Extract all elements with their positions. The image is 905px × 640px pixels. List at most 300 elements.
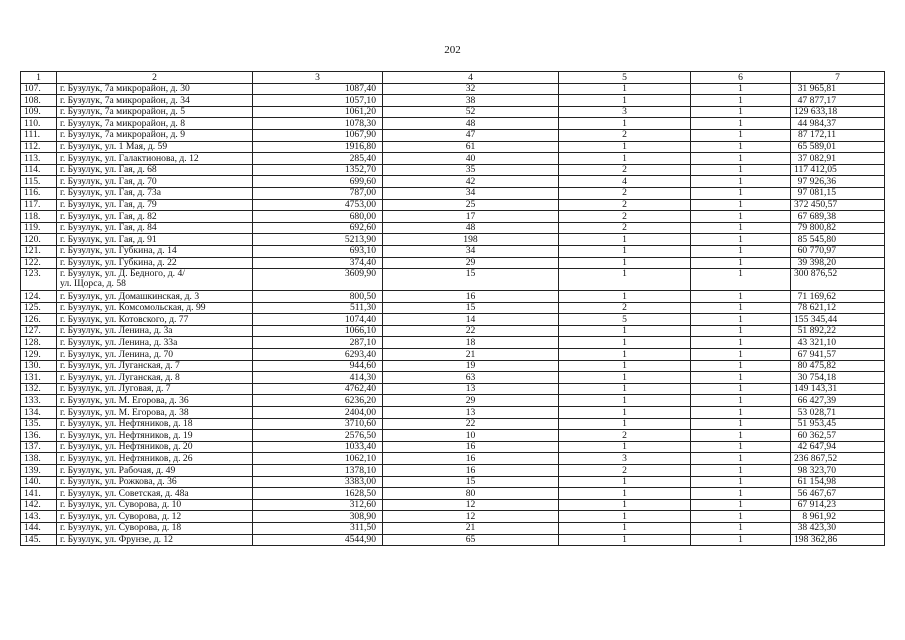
table-row: [21, 453, 885, 465]
column-5-cell: 1: [559, 245, 691, 257]
address-line: г. Бузулук, ул. Луганская, д. 8: [60, 371, 180, 383]
table-row: [21, 176, 885, 188]
table-row: [21, 211, 885, 223]
table-row: [21, 522, 885, 534]
address-cell: [57, 129, 253, 141]
area-cell: 308,90: [253, 511, 383, 523]
cost-cell: 129 633,18: [791, 106, 885, 118]
cost-cell: 79 800,82: [791, 222, 885, 234]
column-5-cell: 1: [559, 257, 691, 269]
address-cell: [57, 418, 253, 430]
row-number-cell: 133.: [21, 395, 57, 407]
table-row: [21, 337, 885, 349]
row-number-cell: 131.: [21, 372, 57, 384]
row-number-cell: 139.: [21, 465, 57, 477]
table-row: [21, 291, 885, 303]
column-6-cell: 1: [691, 211, 791, 223]
area-cell: 311,50: [253, 522, 383, 534]
row-number-cell: 113.: [21, 153, 57, 165]
column-4-cell: 21: [383, 522, 559, 534]
column-4-cell: 29: [383, 395, 559, 407]
address-cell: [57, 95, 253, 107]
row-number-cell: 122.: [21, 257, 57, 269]
column-5-cell: 1: [559, 488, 691, 500]
table-row: [21, 314, 885, 326]
area-cell: 1078,30: [253, 118, 383, 130]
column-5-cell: 1: [559, 383, 691, 395]
cost-cell: 53 028,71: [791, 407, 885, 419]
address-cell: [57, 106, 253, 118]
address-cell: [57, 211, 253, 223]
area-cell: 4753,00: [253, 199, 383, 211]
cost-cell: 65 589,01: [791, 141, 885, 153]
column-6-cell: 1: [691, 245, 791, 257]
row-number-cell: 135.: [21, 418, 57, 430]
column-5-cell: 1: [559, 153, 691, 165]
column-5-cell: 1: [559, 325, 691, 337]
column-4-cell: 12: [383, 499, 559, 511]
cost-cell: 31 965,81: [791, 83, 885, 95]
address-cell: [57, 314, 253, 326]
column-5-cell: 3: [559, 106, 691, 118]
area-cell: 699,60: [253, 176, 383, 188]
address-line: г. Бузулук, ул. Гая, д. 84: [60, 222, 157, 234]
row-number-cell: 120.: [21, 234, 57, 246]
address-line: г. Бузулук, ул. Гая, д. 82: [60, 210, 157, 222]
row-number-cell: 111.: [21, 129, 57, 141]
column-header: 3: [253, 72, 383, 84]
column-6-cell: 1: [691, 325, 791, 337]
area-cell: 1057,10: [253, 95, 383, 107]
column-4-cell: 13: [383, 407, 559, 419]
address-cell: [57, 222, 253, 234]
address-cell: [57, 118, 253, 130]
column-5-cell: 1: [559, 141, 691, 153]
column-5-cell: 1: [559, 360, 691, 372]
table-row: [21, 222, 885, 234]
address-line: г. Бузулук, ул. Гая, д. 68: [60, 164, 157, 176]
column-6-cell: 1: [691, 234, 791, 246]
row-number-cell: 117.: [21, 199, 57, 211]
column-6-cell: 1: [691, 199, 791, 211]
address-line: г. Бузулук, ул. Комсомольская, д. 99: [60, 302, 206, 314]
row-number-cell: 114.: [21, 164, 57, 176]
row-number-cell: 126.: [21, 314, 57, 326]
cost-cell: 117 412,05: [791, 164, 885, 176]
cost-cell: 38 423,30: [791, 522, 885, 534]
column-6-cell: 1: [691, 453, 791, 465]
column-4-cell: 15: [383, 269, 559, 291]
cost-cell: 236 867,52: [791, 453, 885, 465]
column-6-cell: 1: [691, 418, 791, 430]
row-number-cell: 136.: [21, 430, 57, 442]
row-number-cell: 123.: [21, 269, 57, 291]
address-cell: [57, 499, 253, 511]
column-4-cell: 16: [383, 441, 559, 453]
address-cell: [57, 476, 253, 488]
address-line: г. Бузулук, ул. Гая, д. 79: [60, 199, 157, 211]
address-line: г. Бузулук, 7а микрорайон, д. 8: [60, 117, 186, 129]
table-row: [21, 407, 885, 419]
cost-cell: 300 876,52: [791, 269, 885, 291]
column-6-cell: 1: [691, 534, 791, 546]
column-4-cell: 13: [383, 383, 559, 395]
cost-cell: 51 953,45: [791, 418, 885, 430]
cost-cell: 67 941,57: [791, 349, 885, 361]
column-6-cell: 1: [691, 141, 791, 153]
cost-cell: 67 689,38: [791, 211, 885, 223]
address-cell: [57, 325, 253, 337]
column-5-cell: 1: [559, 95, 691, 107]
column-header: 2: [57, 72, 253, 84]
column-6-cell: 1: [691, 499, 791, 511]
table-row: [21, 164, 885, 176]
table-row: [21, 499, 885, 511]
table-row: [21, 383, 885, 395]
row-number-cell: 125.: [21, 302, 57, 314]
column-4-cell: 198: [383, 234, 559, 246]
cost-cell: 87 172,11: [791, 129, 885, 141]
address-line: г. Бузулук, 7а микрорайон, д. 30: [60, 83, 190, 95]
column-5-cell: 5: [559, 314, 691, 326]
column-6-cell: 1: [691, 95, 791, 107]
column-6-cell: 1: [691, 118, 791, 130]
table-body: [21, 83, 885, 546]
cost-cell: 60 362,57: [791, 430, 885, 442]
address-line: г. Бузулук, ул. Суворова, д. 18: [60, 522, 182, 534]
table-row: [21, 83, 885, 95]
area-cell: 1916,80: [253, 141, 383, 153]
table-row: [21, 511, 885, 523]
table-header-row: [21, 72, 885, 84]
cost-cell: 51 892,22: [791, 325, 885, 337]
area-cell: 287,10: [253, 337, 383, 349]
column-4-cell: 35: [383, 164, 559, 176]
column-4-cell: 21: [383, 349, 559, 361]
address-cell: [57, 372, 253, 384]
column-6-cell: 1: [691, 83, 791, 95]
column-header: 1: [21, 72, 57, 84]
column-4-cell: 18: [383, 337, 559, 349]
data-table: [20, 71, 885, 546]
column-6-cell: 1: [691, 441, 791, 453]
column-4-cell: 16: [383, 453, 559, 465]
row-number-cell: 116.: [21, 187, 57, 199]
column-4-cell: 29: [383, 257, 559, 269]
table-row: [21, 465, 885, 477]
address-line: г. Бузулук, ул. Луговая, д. 7: [60, 383, 171, 395]
address-cell: [57, 176, 253, 188]
column-4-cell: 16: [383, 465, 559, 477]
column-6-cell: 1: [691, 291, 791, 303]
address-cell: [57, 164, 253, 176]
column-4-cell: 19: [383, 360, 559, 372]
row-number-cell: 130.: [21, 360, 57, 372]
column-5-cell: 2: [559, 211, 691, 223]
address-cell: [57, 234, 253, 246]
address-cell: [57, 291, 253, 303]
column-4-cell: 32: [383, 83, 559, 95]
cost-cell: 47 877,17: [791, 95, 885, 107]
column-5-cell: 2: [559, 199, 691, 211]
area-cell: 285,40: [253, 153, 383, 165]
column-5-cell: 1: [559, 269, 691, 291]
page-number: 202: [444, 44, 461, 56]
address-cell: [57, 430, 253, 442]
column-5-cell: 1: [559, 118, 691, 130]
address-cell: [57, 199, 253, 211]
area-cell: 6293,40: [253, 349, 383, 361]
table-row: [21, 441, 885, 453]
row-number-cell: 138.: [21, 453, 57, 465]
area-cell: 3609,90: [253, 269, 383, 291]
row-number-cell: 142.: [21, 499, 57, 511]
address-line: г. Бузулук, ул. Луганская, д. 7: [60, 360, 180, 372]
column-6-cell: 1: [691, 465, 791, 477]
column-6-cell: 1: [691, 153, 791, 165]
cost-cell: 30 754,18: [791, 372, 885, 384]
row-number-cell: 143.: [21, 511, 57, 523]
column-5-cell: 2: [559, 164, 691, 176]
table-row: [21, 234, 885, 246]
column-4-cell: 48: [383, 118, 559, 130]
column-6-cell: 1: [691, 360, 791, 372]
column-4-cell: 10: [383, 430, 559, 442]
column-5-cell: 1: [559, 291, 691, 303]
row-number-cell: 109.: [21, 106, 57, 118]
table-row: [21, 118, 885, 130]
area-cell: 374,40: [253, 257, 383, 269]
row-number-cell: 134.: [21, 407, 57, 419]
address-cell: [57, 141, 253, 153]
row-number-cell: 128.: [21, 337, 57, 349]
address-line: г. Бузулук, ул. Галактионова, д. 12: [60, 152, 199, 164]
column-4-cell: 22: [383, 418, 559, 430]
column-4-cell: 14: [383, 314, 559, 326]
column-6-cell: 1: [691, 106, 791, 118]
address-line: г. Бузулук, 7а микрорайон, д. 5: [60, 106, 186, 118]
area-cell: 1074,40: [253, 314, 383, 326]
address-cell: [57, 245, 253, 257]
column-5-cell: 1: [559, 83, 691, 95]
address-cell: [57, 395, 253, 407]
cost-cell: 149 143,31: [791, 383, 885, 395]
column-5-cell: 2: [559, 222, 691, 234]
column-5-cell: 2: [559, 302, 691, 314]
address-cell: [57, 453, 253, 465]
column-4-cell: 38: [383, 95, 559, 107]
cost-cell: 8 961,92: [791, 511, 885, 523]
column-6-cell: 1: [691, 314, 791, 326]
table-row: [21, 106, 885, 118]
address-cell: [57, 302, 253, 314]
column-header: 5: [559, 72, 691, 84]
area-cell: 1352,70: [253, 164, 383, 176]
column-4-cell: 15: [383, 302, 559, 314]
area-cell: 1062,10: [253, 453, 383, 465]
table-row: [21, 534, 885, 546]
column-6-cell: 1: [691, 222, 791, 234]
column-4-cell: 34: [383, 187, 559, 199]
column-5-cell: 3: [559, 453, 691, 465]
column-5-cell: 2: [559, 430, 691, 442]
area-cell: 693,10: [253, 245, 383, 257]
column-header: 4: [383, 72, 559, 84]
row-number-cell: 107.: [21, 83, 57, 95]
cost-cell: 85 545,80: [791, 234, 885, 246]
table-row: [21, 476, 885, 488]
area-cell: 800,50: [253, 291, 383, 303]
row-number-cell: 124.: [21, 291, 57, 303]
row-number-cell: 115.: [21, 176, 57, 188]
column-header: 7: [791, 72, 885, 84]
address-cell: [57, 360, 253, 372]
table-row: [21, 488, 885, 500]
area-cell: 692,60: [253, 222, 383, 234]
column-6-cell: 1: [691, 176, 791, 188]
column-4-cell: 48: [383, 222, 559, 234]
cost-cell: 80 475,82: [791, 360, 885, 372]
cost-cell: 97 081,15: [791, 187, 885, 199]
address-cell: [57, 153, 253, 165]
row-number-cell: 141.: [21, 488, 57, 500]
area-cell: 1066,10: [253, 325, 383, 337]
cost-cell: 78 621,12: [791, 302, 885, 314]
cost-cell: 372 450,57: [791, 199, 885, 211]
row-number-cell: 121.: [21, 245, 57, 257]
table-row: [21, 372, 885, 384]
cost-cell: 98 323,70: [791, 465, 885, 477]
address-cell: [57, 407, 253, 419]
table-row: [21, 95, 885, 107]
cost-cell: 56 467,67: [791, 488, 885, 500]
cost-cell: 155 345,44: [791, 314, 885, 326]
column-4-cell: 16: [383, 291, 559, 303]
address-line: г. Бузулук, ул. Суворова, д. 10: [60, 499, 182, 511]
table-row: [21, 153, 885, 165]
cost-cell: 37 082,91: [791, 153, 885, 165]
row-number-cell: 110.: [21, 118, 57, 130]
column-5-cell: 2: [559, 465, 691, 477]
column-5-cell: 1: [559, 337, 691, 349]
column-4-cell: 61: [383, 141, 559, 153]
column-5-cell: 1: [559, 407, 691, 419]
address-cell: [57, 337, 253, 349]
row-number-cell: 132.: [21, 383, 57, 395]
column-6-cell: 1: [691, 164, 791, 176]
column-6-cell: 1: [691, 269, 791, 291]
area-cell: 3383,00: [253, 476, 383, 488]
column-5-cell: 2: [559, 129, 691, 141]
address-line: г. Бузулук, ул. Ленина, д. 3а: [60, 325, 173, 337]
address-line: г. Бузулук, ул. Гая, д. 70: [60, 175, 157, 187]
cost-cell: 198 362,86: [791, 534, 885, 546]
area-cell: 2576,50: [253, 430, 383, 442]
area-cell: 1067,90: [253, 129, 383, 141]
table-row: [21, 269, 885, 291]
column-4-cell: 22: [383, 325, 559, 337]
address-cell: [57, 441, 253, 453]
table-row: [21, 245, 885, 257]
cost-cell: 44 984,37: [791, 118, 885, 130]
cost-cell: 66 427,39: [791, 395, 885, 407]
column-6-cell: 1: [691, 187, 791, 199]
row-number-cell: 108.: [21, 95, 57, 107]
column-6-cell: 1: [691, 349, 791, 361]
address-line: г. Бузулук, 7а микрорайон, д. 9: [60, 129, 186, 141]
cost-cell: 39 398,20: [791, 257, 885, 269]
cost-cell: 43 321,10: [791, 337, 885, 349]
column-4-cell: 25: [383, 199, 559, 211]
column-5-cell: 1: [559, 534, 691, 546]
area-cell: 680,00: [253, 211, 383, 223]
table-row: [21, 187, 885, 199]
table-row: [21, 430, 885, 442]
table-row: [21, 199, 885, 211]
table-row: [21, 302, 885, 314]
address-cell: [57, 349, 253, 361]
address-line: г. Бузулук, ул. Нефтяников, д. 18: [60, 418, 193, 430]
area-cell: 4544,90: [253, 534, 383, 546]
column-4-cell: 12: [383, 511, 559, 523]
row-number-cell: 140.: [21, 476, 57, 488]
column-6-cell: 1: [691, 257, 791, 269]
column-5-cell: 1: [559, 349, 691, 361]
address-line: г. Бузулук, ул. М. Егорова, д. 36: [60, 394, 189, 406]
address-line: г. Бузулук, ул. Котовского, д. 77: [60, 313, 189, 325]
row-number-cell: 129.: [21, 349, 57, 361]
column-6-cell: 1: [691, 395, 791, 407]
column-4-cell: 47: [383, 129, 559, 141]
column-5-cell: 1: [559, 499, 691, 511]
address-line: г. Бузулук, ул. Нефтяников, д. 20: [60, 441, 193, 453]
area-cell: 5213,90: [253, 234, 383, 246]
cost-cell: 61 154,98: [791, 476, 885, 488]
address-cell: [57, 257, 253, 269]
cost-cell: 42 647,94: [791, 441, 885, 453]
area-cell: 1378,10: [253, 465, 383, 477]
row-number-cell: 144.: [21, 522, 57, 534]
column-5-cell: 1: [559, 476, 691, 488]
table-row: [21, 141, 885, 153]
address-line: ул. Щорса, д. 58: [60, 277, 126, 289]
column-4-cell: 80: [383, 488, 559, 500]
cost-cell: 71 169,62: [791, 291, 885, 303]
area-cell: 6236,20: [253, 395, 383, 407]
column-5-cell: 1: [559, 395, 691, 407]
column-6-cell: 1: [691, 129, 791, 141]
address-line: г. Бузулук, ул. Домашкинская, д. 3: [60, 290, 200, 302]
address-line: г. Бузулук, ул. Суворова, д. 12: [60, 510, 182, 522]
address-line: г. Бузулук, ул. Советская, д. 48а: [60, 487, 189, 499]
column-5-cell: 1: [559, 522, 691, 534]
row-number-cell: 119.: [21, 222, 57, 234]
column-6-cell: 1: [691, 302, 791, 314]
address-line: г. Бузулук, ул. Гая, д. 91: [60, 233, 157, 245]
column-5-cell: 1: [559, 418, 691, 430]
address-cell: [57, 511, 253, 523]
address-line: г. Бузулук, ул. Рабочая, д. 49: [60, 464, 176, 476]
cost-cell: 60 770,97: [791, 245, 885, 257]
address-line: г. Бузулук, ул. Ленина, д. 70: [60, 348, 174, 360]
column-6-cell: 1: [691, 476, 791, 488]
column-5-cell: 1: [559, 234, 691, 246]
table-row: [21, 257, 885, 269]
address-cell: [57, 534, 253, 546]
column-6-cell: 1: [691, 337, 791, 349]
area-cell: 944,60: [253, 360, 383, 372]
row-number-cell: 112.: [21, 141, 57, 153]
